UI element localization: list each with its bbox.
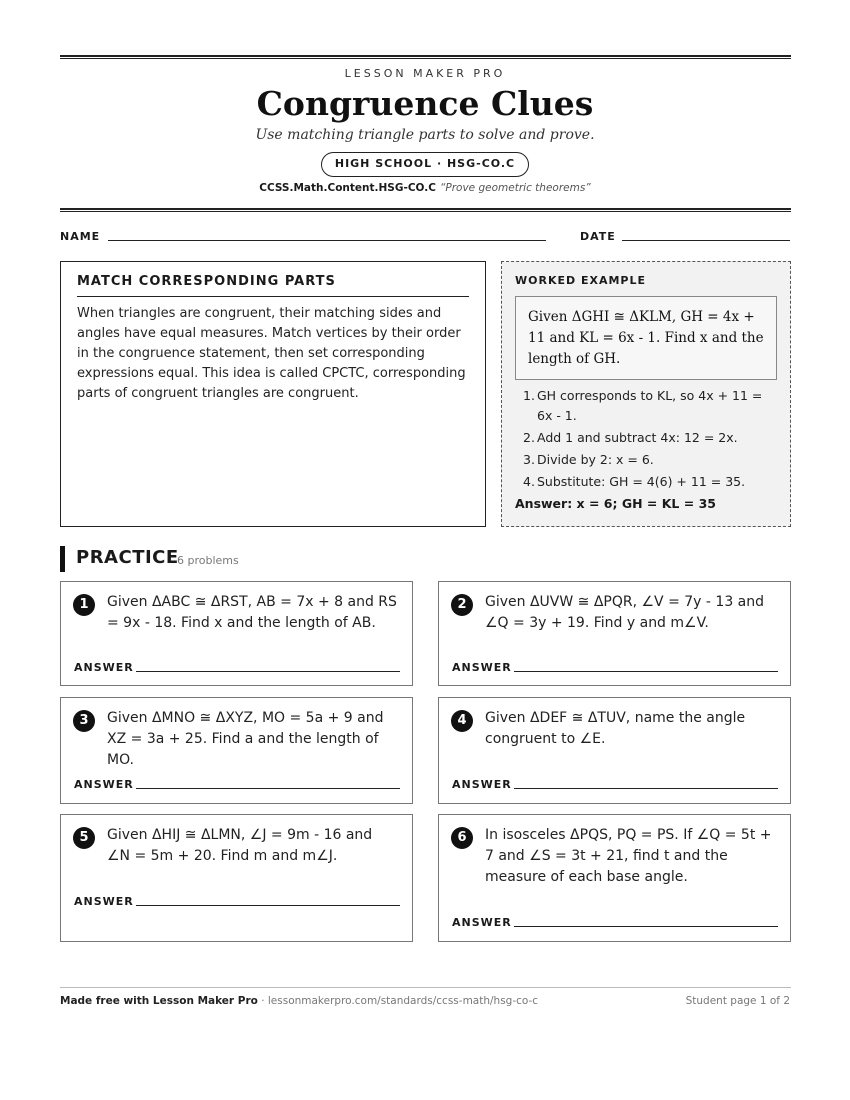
page-title: Congruence Clues <box>256 84 594 123</box>
practice-count: 6 problems <box>177 554 239 567</box>
worked-example-box <box>501 261 791 527</box>
name-label: NAME <box>60 230 101 243</box>
problem-number-badge: 5 <box>73 827 95 849</box>
date-field[interactable] <box>622 240 790 241</box>
date-label: DATE <box>580 230 616 243</box>
page-subtitle: Use matching triangle parts to solve and prove. <box>255 127 595 143</box>
top-rule <box>60 55 791 59</box>
problem-text: Given ΔABC ≅ ΔRST, AB = 7x + 8 and RS = 9x - 18. Find x and the length of AB. <box>107 594 397 631</box>
concept-text: When triangles are congruent, their matching sides and angles have equal measures. Match vertices by their order in the congruence statement, then set corresponding expressions equal. This idea is called CPCTC, corresponding parts of congruent triangles are congruent. <box>77 306 466 401</box>
standard-description: “Prove geometric theorems” <box>439 182 591 194</box>
problem-text: In isosceles ΔPQS, PQ = PS. If ∠Q = 5t + 7 and ∠S = 3t + 21, find t and the measure of each base angle. <box>485 827 772 885</box>
example-step: 3. Divide by 2: x = 6. <box>523 452 654 467</box>
problem-card-2 <box>438 581 791 686</box>
answer-label: ANSWER <box>452 778 512 791</box>
answer-label: ANSWER <box>452 916 512 929</box>
answer-field[interactable] <box>514 671 778 672</box>
problem-number-badge: 3 <box>73 710 95 732</box>
footer-url[interactable]: · lessonmakerpro.com/standards/ccss-math/hsg-co-c <box>257 995 539 1007</box>
answer-field[interactable] <box>136 788 400 789</box>
answer-label: ANSWER <box>452 661 512 674</box>
footer-credit <box>60 995 538 1007</box>
brand-name: LESSON MAKER PRO <box>344 67 506 80</box>
name-field[interactable] <box>108 240 546 241</box>
problem-number-badge: 4 <box>451 710 473 732</box>
problem-card-3 <box>60 697 413 804</box>
grade-badge: HIGH SCHOOL · HSG-CO.C <box>321 152 529 177</box>
worked-example-answer: Answer: x = 6; GH = KL = 35 <box>515 496 716 511</box>
answer-field[interactable] <box>514 788 778 789</box>
worked-example-heading: WORKED EXAMPLE <box>515 274 646 287</box>
answer-label: ANSWER <box>74 661 134 674</box>
concept-heading: MATCH CORRESPONDING PARTS <box>77 274 469 297</box>
standard-code: CCSS.Math.Content.HSG-CO.C <box>259 182 436 194</box>
problem-card-1 <box>60 581 413 686</box>
answer-label: ANSWER <box>74 895 134 908</box>
example-step: 4. Substitute: GH = 4(6) + 11 = 35. <box>523 474 746 489</box>
problem-number-badge: 2 <box>451 594 473 616</box>
problem-text: Given ΔDEF ≅ ΔTUV, name the angle congruent to ∠E. <box>485 710 746 747</box>
answer-field[interactable] <box>136 905 400 906</box>
answer-field[interactable] <box>514 926 778 927</box>
example-step: 1. GH corresponds to KL, so 4x + 11 = 6x - 1. <box>523 388 763 423</box>
footer-rule <box>60 987 791 988</box>
problem-number-badge: 1 <box>73 594 95 616</box>
standard-line <box>0 182 850 194</box>
problem-text: Given ΔHIJ ≅ ΔLMN, ∠J = 9m - 16 and ∠N = 5m + 20. Find m and m∠J. <box>107 827 373 864</box>
worked-example-steps <box>515 386 777 494</box>
practice-accent-bar <box>60 546 65 572</box>
worked-example-problem: Given ΔGHI ≅ ΔKLM, GH = 4x + 11 and KL = 6x - 1. Find x and the length of GH. <box>515 296 777 380</box>
problem-card-5 <box>60 814 413 942</box>
problem-text: Given ΔMNO ≅ ΔXYZ, MO = 5a + 9 and XZ = 3a + 25. Find a and the length of MO. <box>107 710 384 768</box>
problem-card-6 <box>438 814 791 942</box>
practice-title: PRACTICE <box>76 547 179 568</box>
footer-page-number: Student page 1 of 2 <box>685 995 790 1007</box>
problem-card-4 <box>438 697 791 804</box>
header-divider <box>60 208 791 212</box>
example-step: 2. Add 1 and subtract 4x: 12 = 2x. <box>523 430 738 445</box>
concept-box <box>60 261 486 527</box>
answer-field[interactable] <box>136 671 400 672</box>
problem-text: Given ΔUVW ≅ ΔPQR, ∠V = 7y - 13 and ∠Q = 3y + 19. Find y and m∠V. <box>485 594 765 631</box>
problem-number-badge: 6 <box>451 827 473 849</box>
footer-made-with: Made free with Lesson Maker Pro <box>60 995 258 1007</box>
answer-label: ANSWER <box>74 778 134 791</box>
